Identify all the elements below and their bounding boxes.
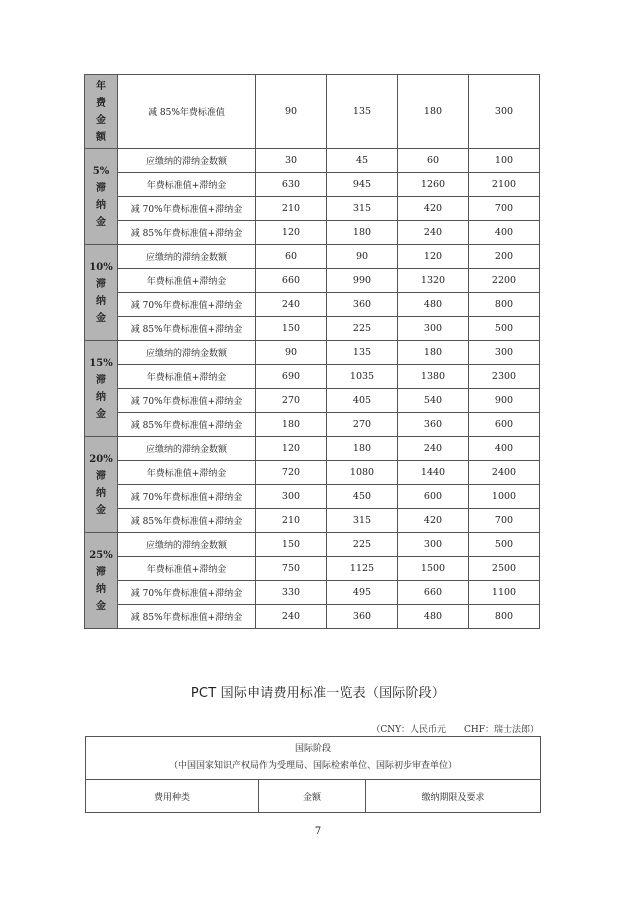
value-cell: 420 bbox=[398, 197, 469, 221]
value-cell: 90 bbox=[256, 341, 327, 365]
value-cell: 315 bbox=[327, 197, 398, 221]
table-row bbox=[85, 509, 540, 533]
group-label-char: 滞 bbox=[96, 470, 106, 482]
group-label-char: 5% bbox=[92, 165, 110, 177]
row-label: 减 70%年费标准值+滞纳金 bbox=[118, 197, 256, 221]
annual-fee-table bbox=[84, 74, 540, 629]
table-row bbox=[85, 293, 540, 317]
row-label: 年费标准值+滞纳金 bbox=[118, 557, 256, 581]
value-cell: 300 bbox=[469, 75, 540, 149]
value-cell: 180 bbox=[327, 221, 398, 245]
value-cell: 495 bbox=[327, 581, 398, 605]
row-label: 减 85%年费标准值+滞纳金 bbox=[118, 317, 256, 341]
value-cell: 270 bbox=[256, 389, 327, 413]
value-cell: 800 bbox=[469, 605, 540, 629]
value-cell: 270 bbox=[327, 413, 398, 437]
value-cell: 360 bbox=[398, 413, 469, 437]
header-row bbox=[86, 780, 541, 813]
value-cell: 800 bbox=[469, 293, 540, 317]
value-cell: 900 bbox=[469, 389, 540, 413]
value-cell: 100 bbox=[469, 149, 540, 173]
row-label: 减 85%年费标准值+滞纳金 bbox=[118, 509, 256, 533]
value-cell: 30 bbox=[256, 149, 327, 173]
value-cell: 300 bbox=[398, 533, 469, 557]
row-label: 减 70%年费标准值+滞纳金 bbox=[118, 485, 256, 509]
value-cell: 2200 bbox=[469, 269, 540, 293]
group-label-char: 金 bbox=[96, 504, 106, 516]
row-label: 减 85%年费标准值+滞纳金 bbox=[118, 605, 256, 629]
value-cell: 300 bbox=[256, 485, 327, 509]
group-label-char: 纳 bbox=[96, 391, 106, 403]
group-label-char: 10% bbox=[89, 261, 113, 273]
value-cell: 660 bbox=[256, 269, 327, 293]
group-label bbox=[85, 533, 118, 629]
value-cell: 330 bbox=[256, 581, 327, 605]
value-cell: 700 bbox=[469, 197, 540, 221]
row-label: 应缴纳的滞纳金数额 bbox=[118, 341, 256, 365]
table-row bbox=[85, 75, 540, 149]
value-cell: 600 bbox=[469, 413, 540, 437]
value-cell: 315 bbox=[327, 509, 398, 533]
row-label: 年费标准值+滞纳金 bbox=[118, 365, 256, 389]
row-label: 年费标准值+滞纳金 bbox=[118, 461, 256, 485]
group-label-char: 金 bbox=[96, 600, 106, 612]
value-cell: 1035 bbox=[327, 365, 398, 389]
value-cell: 660 bbox=[398, 581, 469, 605]
value-cell: 120 bbox=[256, 437, 327, 461]
table-row bbox=[85, 245, 540, 269]
stage-title: 国际阶段 bbox=[295, 744, 332, 754]
row-label: 应缴纳的滞纳金数额 bbox=[118, 533, 256, 557]
stage-row bbox=[86, 737, 541, 780]
value-cell: 240 bbox=[398, 221, 469, 245]
group-label-char: 年 bbox=[96, 80, 106, 92]
value-cell: 2300 bbox=[469, 365, 540, 389]
value-cell: 210 bbox=[256, 509, 327, 533]
group-label bbox=[85, 437, 118, 533]
value-cell: 1125 bbox=[327, 557, 398, 581]
value-cell: 1380 bbox=[398, 365, 469, 389]
value-cell: 45 bbox=[327, 149, 398, 173]
row-label: 减 85%年费标准值+滞纳金 bbox=[118, 413, 256, 437]
row-label: 减 85%年费标准值 bbox=[118, 75, 256, 149]
pct-fee-table bbox=[85, 736, 541, 813]
table-row bbox=[85, 269, 540, 293]
value-cell: 1440 bbox=[398, 461, 469, 485]
table-row bbox=[85, 605, 540, 629]
value-cell: 750 bbox=[256, 557, 327, 581]
row-label: 应缴纳的滞纳金数额 bbox=[118, 245, 256, 269]
table-row bbox=[85, 437, 540, 461]
value-cell: 500 bbox=[469, 533, 540, 557]
value-cell: 360 bbox=[327, 293, 398, 317]
value-cell: 120 bbox=[398, 245, 469, 269]
value-cell: 120 bbox=[256, 221, 327, 245]
value-cell: 225 bbox=[327, 533, 398, 557]
value-cell: 300 bbox=[398, 317, 469, 341]
group-label-char: 滞 bbox=[96, 374, 106, 386]
table-row bbox=[85, 533, 540, 557]
value-cell: 135 bbox=[327, 341, 398, 365]
value-cell: 240 bbox=[256, 293, 327, 317]
value-cell: 990 bbox=[327, 269, 398, 293]
value-cell: 1260 bbox=[398, 173, 469, 197]
header-deadline: 缴纳期限及要求 bbox=[366, 780, 541, 813]
value-cell: 420 bbox=[398, 509, 469, 533]
value-cell: 400 bbox=[469, 221, 540, 245]
table-row bbox=[85, 365, 540, 389]
group-label-char: 纳 bbox=[96, 487, 106, 499]
header-amount: 金额 bbox=[259, 780, 366, 813]
table-row bbox=[85, 557, 540, 581]
row-label: 应缴纳的滞纳金数额 bbox=[118, 437, 256, 461]
table-row bbox=[85, 221, 540, 245]
group-label-char: 费 bbox=[96, 97, 106, 109]
table-row bbox=[85, 485, 540, 509]
value-cell: 225 bbox=[327, 317, 398, 341]
value-cell: 480 bbox=[398, 293, 469, 317]
row-label: 减 70%年费标准值+滞纳金 bbox=[118, 581, 256, 605]
value-cell: 2500 bbox=[469, 557, 540, 581]
table-row bbox=[85, 341, 540, 365]
group-label-char: 25% bbox=[89, 549, 113, 561]
group-label-char: 滞 bbox=[96, 278, 106, 290]
group-label-char: 金 bbox=[96, 114, 106, 126]
table-row bbox=[85, 173, 540, 197]
group-label-char: 纳 bbox=[96, 583, 106, 595]
stage-subtitle: （中国国家知识产权局作为受理局、国际检索单位、国际初步审查单位） bbox=[169, 761, 458, 771]
value-cell: 480 bbox=[398, 605, 469, 629]
value-cell: 90 bbox=[256, 75, 327, 149]
row-label: 减 70%年费标准值+滞纳金 bbox=[118, 389, 256, 413]
value-cell: 700 bbox=[469, 509, 540, 533]
group-label-char: 金 bbox=[96, 408, 106, 420]
value-cell: 630 bbox=[256, 173, 327, 197]
group-label bbox=[85, 341, 118, 437]
group-label-char: 纳 bbox=[96, 199, 106, 211]
table-row bbox=[85, 317, 540, 341]
value-cell: 1500 bbox=[398, 557, 469, 581]
row-label: 减 85%年费标准值+滞纳金 bbox=[118, 221, 256, 245]
group-label-char: 15% bbox=[89, 357, 113, 369]
value-cell: 180 bbox=[398, 341, 469, 365]
table-row bbox=[85, 389, 540, 413]
value-cell: 150 bbox=[256, 317, 327, 341]
row-label: 应缴纳的滞纳金数额 bbox=[118, 149, 256, 173]
row-label: 年费标准值+滞纳金 bbox=[118, 269, 256, 293]
group-label bbox=[85, 149, 118, 245]
table-row bbox=[85, 197, 540, 221]
page-number: 7 bbox=[314, 826, 322, 837]
row-label: 减 70%年费标准值+滞纳金 bbox=[118, 293, 256, 317]
value-cell: 240 bbox=[398, 437, 469, 461]
value-cell: 180 bbox=[256, 413, 327, 437]
value-cell: 2400 bbox=[469, 461, 540, 485]
value-cell: 720 bbox=[256, 461, 327, 485]
table-row bbox=[85, 581, 540, 605]
table-row bbox=[85, 461, 540, 485]
value-cell: 540 bbox=[398, 389, 469, 413]
value-cell: 690 bbox=[256, 365, 327, 389]
value-cell: 1080 bbox=[327, 461, 398, 485]
group-label bbox=[85, 75, 118, 149]
value-cell: 600 bbox=[398, 485, 469, 509]
value-cell: 360 bbox=[327, 605, 398, 629]
value-cell: 450 bbox=[327, 485, 398, 509]
value-cell: 2100 bbox=[469, 173, 540, 197]
currency-note: （CNY：人民币元 CHF：瑞士法郎） bbox=[371, 725, 539, 735]
value-cell: 90 bbox=[327, 245, 398, 269]
table-row bbox=[85, 149, 540, 173]
value-cell: 135 bbox=[327, 75, 398, 149]
value-cell: 60 bbox=[398, 149, 469, 173]
value-cell: 210 bbox=[256, 197, 327, 221]
group-label-char: 20% bbox=[89, 453, 113, 465]
value-cell: 300 bbox=[469, 341, 540, 365]
group-label-char: 金 bbox=[96, 216, 106, 228]
group-label-char: 额 bbox=[96, 131, 106, 143]
group-label-char: 滞 bbox=[96, 182, 106, 194]
value-cell: 240 bbox=[256, 605, 327, 629]
value-cell: 150 bbox=[256, 533, 327, 557]
group-label-char: 滞 bbox=[96, 566, 106, 578]
header-fee-type: 费用种类 bbox=[86, 780, 259, 813]
stage-cell bbox=[86, 737, 541, 780]
value-cell: 500 bbox=[469, 317, 540, 341]
group-label-char: 纳 bbox=[96, 295, 106, 307]
table-row bbox=[85, 413, 540, 437]
value-cell: 400 bbox=[469, 437, 540, 461]
value-cell: 1000 bbox=[469, 485, 540, 509]
group-label bbox=[85, 245, 118, 341]
value-cell: 180 bbox=[327, 437, 398, 461]
pct-fee-table-title: PCT 国际申请费用标准一览表（国际阶段） bbox=[190, 686, 446, 701]
value-cell: 180 bbox=[398, 75, 469, 149]
value-cell: 945 bbox=[327, 173, 398, 197]
value-cell: 405 bbox=[327, 389, 398, 413]
value-cell: 200 bbox=[469, 245, 540, 269]
group-label-char: 金 bbox=[96, 312, 106, 324]
value-cell: 1100 bbox=[469, 581, 540, 605]
row-label: 年费标准值+滞纳金 bbox=[118, 173, 256, 197]
value-cell: 1320 bbox=[398, 269, 469, 293]
value-cell: 60 bbox=[256, 245, 327, 269]
